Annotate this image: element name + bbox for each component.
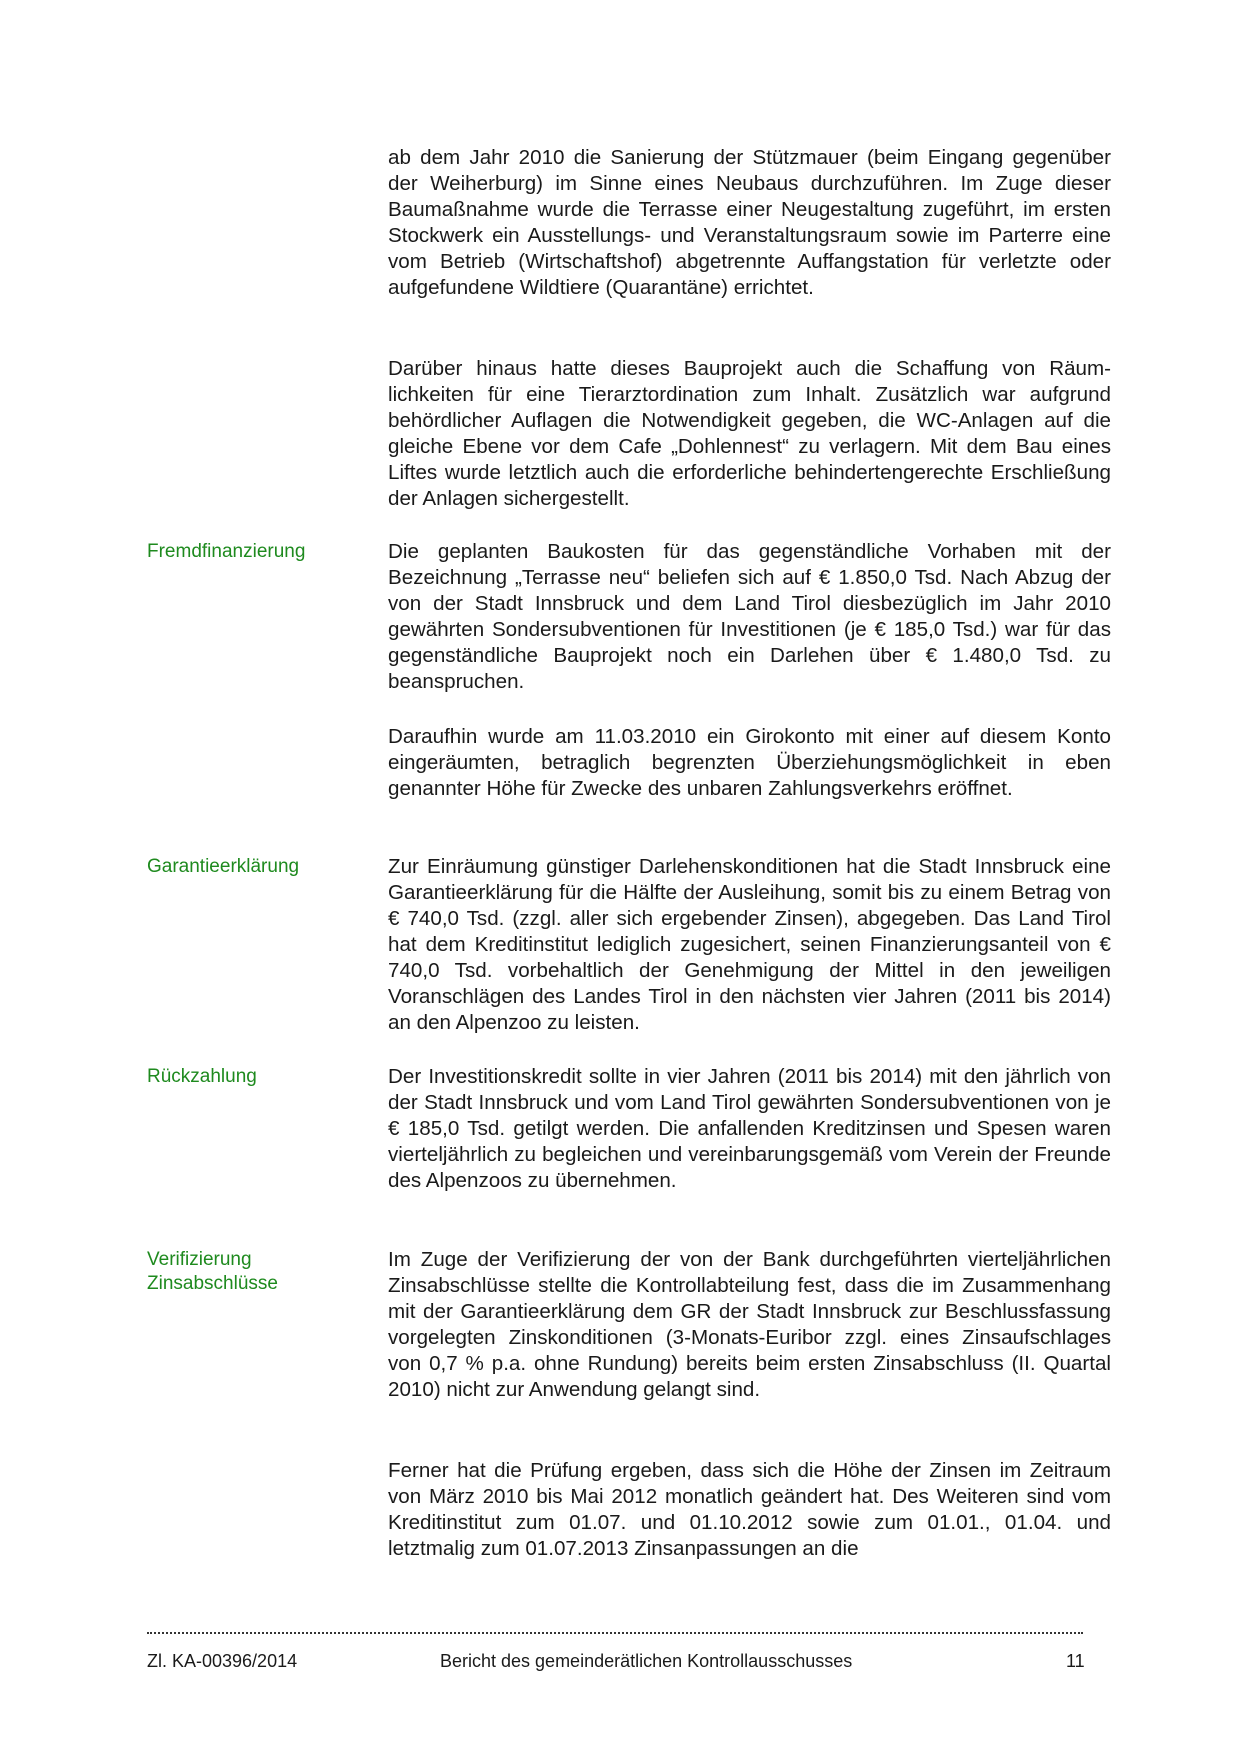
margin-label-fremdfinanzierung: Fremdfinanzierung: [147, 541, 306, 562]
paragraph-bauprojekt: Darüber hinaus hatte dieses Bauprojekt auch die Schaffung von Räumlichkeiten für eine Tierarztordination zum Inhalt. Zusätzlich war aufgrund behördlicher Auflagen die Notwendigkeit gegeben, die WC-Anlagen auf die gleiche Ebene vor dem Cafe „Dohlennest“ zu verlagern. Mit dem Bau eines Liftes wurde letztlich auch die erforderliche behindertengerechte Erschließung der Anlagen sichergestellt.: [388, 357, 1111, 510]
margin-label-rueckzahlung: Rückzahlung: [147, 1066, 257, 1087]
paragraph-baukosten: Die geplanten Baukosten für das gegenständliche Vorhaben mit der Bezeichnung „Terrasse neu“ beliefen sich auf € 1.850,0 Tsd. Nach Abzug der von der Stadt Innsbruck und dem Land Tirol diesbezüglich im Jahr 2010 gewährten Sondersubventionen für Investitionen (je € 185,0 Tsd.) war für das gegenständliche Bauprojekt noch ein Darlehen über € 1.480,0 Tsd. zu beanspruchen.: [388, 540, 1111, 693]
margin-label-garantieerklaerung: Garantieerklärung: [147, 856, 300, 877]
paragraph-sanierung: ab dem Jahr 2010 die Sanierung der Stützmauer (beim Eingang gegenüber der Weiherburg) im Sinne eines Neubaus durchzuführen. Im Zuge dieser Baumaßnahme wurde die Terrasse einer Neugestaltung zugeführt, im ersten Stockwerk ein Ausstellungs- und Veranstaltungsraum sowie im Parterre eine vom Betrieb (Wirtschaftshof) abgetrennte Auffangstation für verletzte oder aufgefundene Wildtiere (Quarantäne) errichtet.: [388, 146, 1111, 299]
paragraph-zinsanpassungen: Ferner hat die Prüfung ergeben, dass sich die Höhe der Zinsen im Zeitraum von März 2010 bis Mai 2012 monatlich geändert hat. Des Weiteren sind vom Kreditinstitut zum 01.07. und 01.10.2012 sowie zum 01.01., 01.04. und letztmalig zum 01.07.2013 Zinsanpassungen an die: [388, 1459, 1111, 1560]
margin-label-verifizierung-line1: Verifizierung: [147, 1249, 252, 1270]
paragraph-investitionskredit: Der Investitionskredit sollte in vier Jahren (2011 bis 2014) mit den jährlich von der Stadt Innsbruck und vom Land Tirol gewährten Sondersubventionen von je € 185,0 Tsd. getilgt werden. Die anfallenden Kreditzinsen und Spesen waren vierteljährlich zu begleichen und vereinbarungsgemäß vom Verein der Freunde des Alpenzoos zu übernehmen.: [388, 1065, 1111, 1192]
margin-label-verifizierung: [147, 1248, 367, 1296]
footer-page-number: 11: [1066, 1651, 1085, 1671]
margin-label-verifizierung-line2: Zinsabschlüsse: [147, 1273, 278, 1294]
paragraph-garantieerklaerung: Zur Einräumung günstiger Darlehenskonditionen hat die Stadt Innsbruck eine Garantieerklärung für die Hälfte der Ausleihung, somit bis zu einem Betrag von € 740,0 Tsd. (zzgl. aller sich ergebender Zinsen), abgegeben. Das Land Tirol hat dem Kreditinstitut lediglich zugesichert, seinen Finanzierungsanteil von € 740,0 Tsd. vorbehaltlich der Genehmigung der Mittel in den jeweiligen Voranschlägen des Landes Tirol in den nächsten vier Jahren (2011 bis 2014) an den Alpenzoo zu leisten.: [388, 855, 1111, 1034]
paragraph-girokonto: Daraufhin wurde am 11.03.2010 ein Girokonto mit einer auf diesem Konto eingeräumten, betraglich begrenzten Überziehungsmöglichkeit in eben genannter Höhe für Zwecke des unbaren Zahlungsverkehrs eröffnet.: [388, 725, 1111, 800]
footer-divider: [147, 1632, 1083, 1634]
footer-title: Bericht des gemeinderätlichen Kontrollausschusses: [440, 1651, 853, 1671]
footer-reference: Zl. KA-00396/2014: [147, 1651, 298, 1671]
paragraph-zinsabschluesse: Im Zuge der Verifizierung der von der Bank durchgeführten vierteljährlichen Zinsabschlüsse stellte die Kontrollabteilung fest, dass die im Zusammenhang mit der Garantieerklärung dem GR der Stadt Innsbruck zur Beschlussfassung vorgelegten Zinskonditionen (3-Monats-Euribor zzgl. eines Zinsaufschlages von 0,7 % p.a. ohne Rundung) bereits beim ersten Zinsabschluss (II. Quartal 2010) nicht zur Anwendung gelangt sind.: [388, 1248, 1111, 1401]
